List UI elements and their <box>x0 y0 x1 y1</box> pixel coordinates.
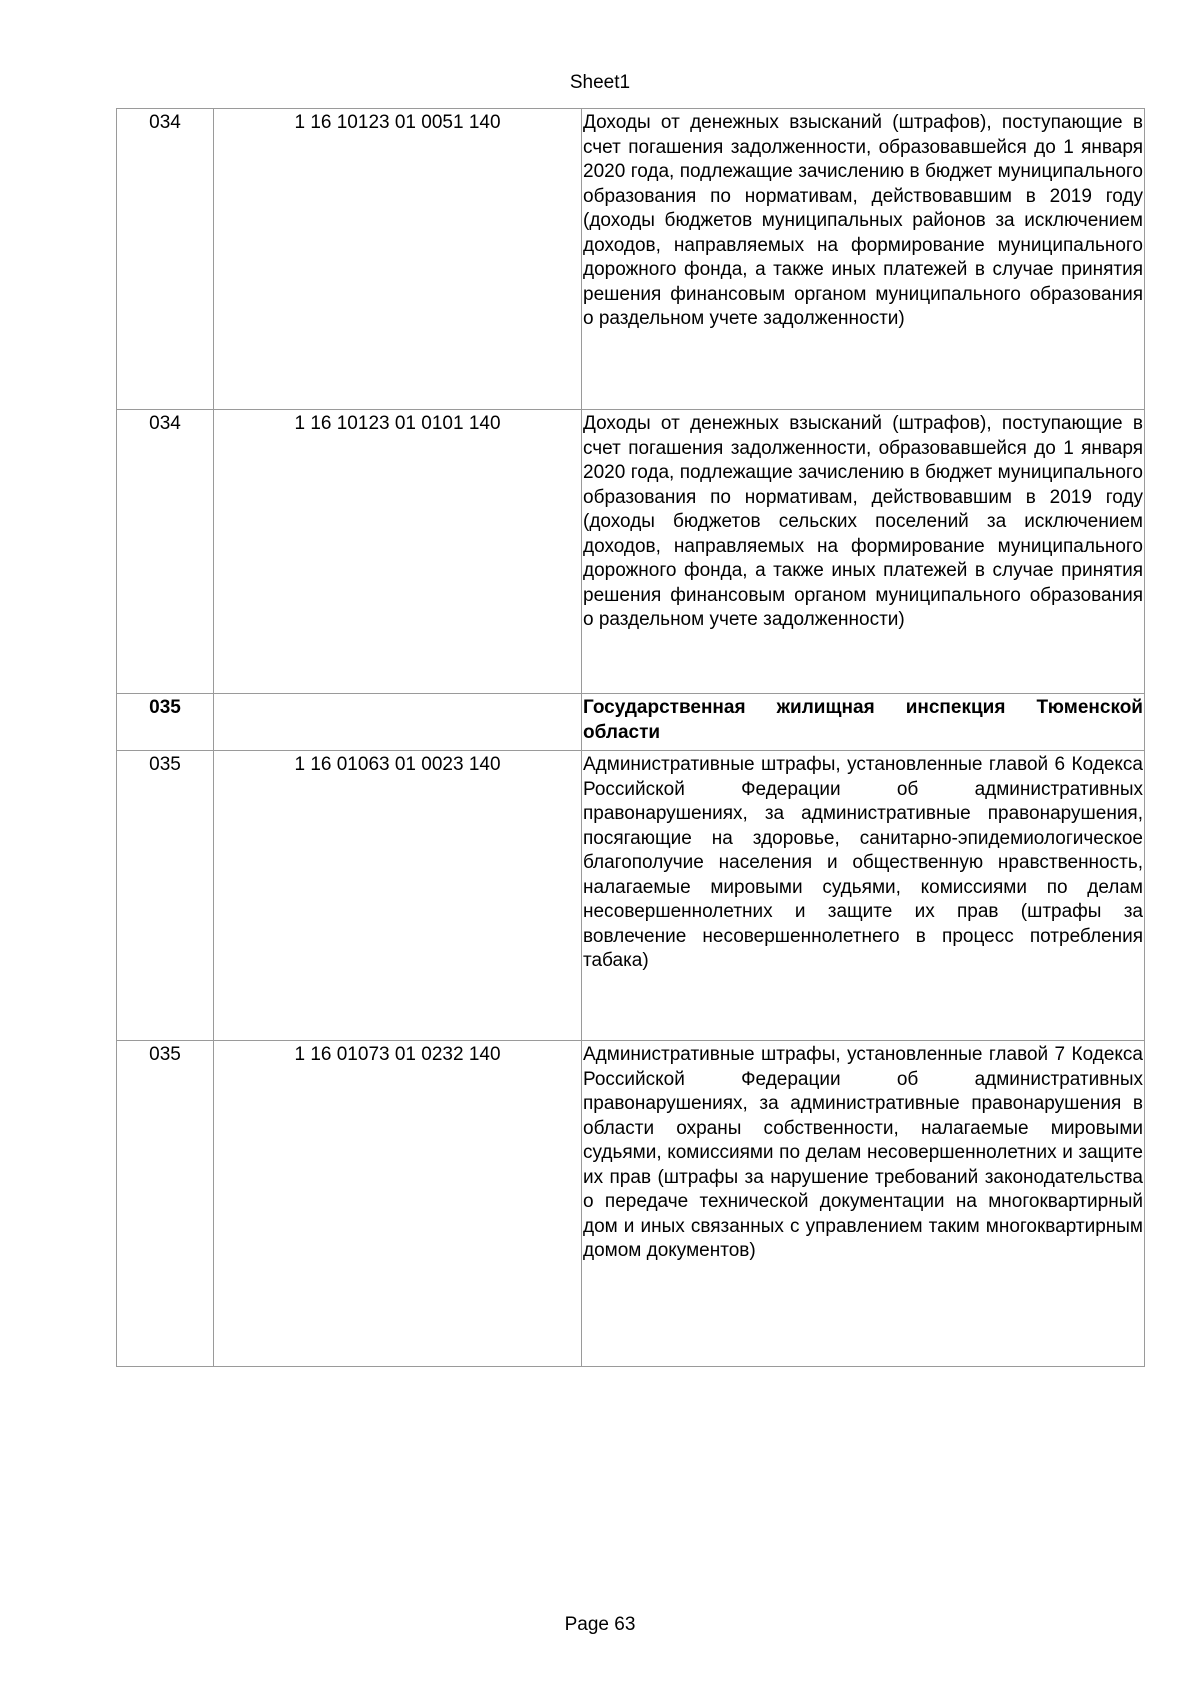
table-row <box>117 410 1145 694</box>
admin-code-cell: 035 <box>117 751 214 1041</box>
table-row-section-header <box>117 694 1145 751</box>
revenue-name-cell: Доходы от денежных взысканий (штрафов), поступающие в счет погашения задолженности, образовавшейся до 1 января 2020 года, подлежащие зачислению в бюджет муниципального образования по нормативам, действовавшим в 2019 году (доходы бюджетов сельских поселений за исключением доходов, направляемых на формирование муниципального дорожного фонда, а также иных платежей в случае принятия решения финансовым органом муниципального образования о раздельном учете задолженности) <box>582 410 1145 694</box>
kbk-code-cell: 1 16 10123 01 0051 140 <box>214 109 582 410</box>
revenue-codes-table <box>116 108 1145 1367</box>
kbk-code-cell <box>214 694 582 751</box>
kbk-code-cell: 1 16 01063 01 0023 140 <box>214 751 582 1041</box>
table-row <box>117 109 1145 410</box>
admin-code-cell: 035 <box>117 1041 214 1367</box>
revenue-name-cell: Административные штрафы, установленные главой 7 Кодекса Российской Федерации об административных правонарушениях, за административные правонарушения в области охраны собственности, налагаемые мировыми судьями, комиссиями по делам несовершеннолетних и защите их прав (штрафы за нарушение требований законодательства о передаче технической документации на многоквартирный дом и иных связанных с управлением таким многоквартирным домом документов) <box>582 1041 1145 1367</box>
revenue-name-cell: Доходы от денежных взысканий (штрафов), поступающие в счет погашения задолженности, образовавшейся до 1 января 2020 года, подлежащие зачислению в бюджет муниципального образования по нормативам, действовавшим в 2019 году (доходы бюджетов муниципальных районов за исключением доходов, направляемых на формирование муниципального дорожного фонда, а также иных платежей в случае принятия решения финансовым органом муниципального образования о раздельном учете задолженности) <box>582 109 1145 410</box>
admin-code-cell: 034 <box>117 410 214 694</box>
sheet-title: Sheet1 <box>569 72 631 93</box>
kbk-code-cell: 1 16 10123 01 0101 140 <box>214 410 582 694</box>
page-number: Page 63 <box>564 1614 636 1635</box>
kbk-code-cell: 1 16 01073 01 0232 140 <box>214 1041 582 1367</box>
admin-code-cell: 034 <box>117 109 214 410</box>
table-row <box>117 1041 1145 1367</box>
section-title-cell: Государственная жилищная инспекция Тюменской области <box>582 694 1145 751</box>
table-row <box>117 751 1145 1041</box>
admin-code-cell: 035 <box>117 694 214 751</box>
revenue-name-cell: Административные штрафы, установленные главой 6 Кодекса Российской Федерации об административных правонарушениях, за административные правонарушения, посягающие на здоровье, санитарно-эпидемиологическое благополучие населения и общественную нравственность, налагаемые мировыми судьями, комиссиями по делам несовершеннолетних и защите их прав (штрафы за вовлечение несовершеннолетнего в процесс потребления табака) <box>582 751 1145 1041</box>
